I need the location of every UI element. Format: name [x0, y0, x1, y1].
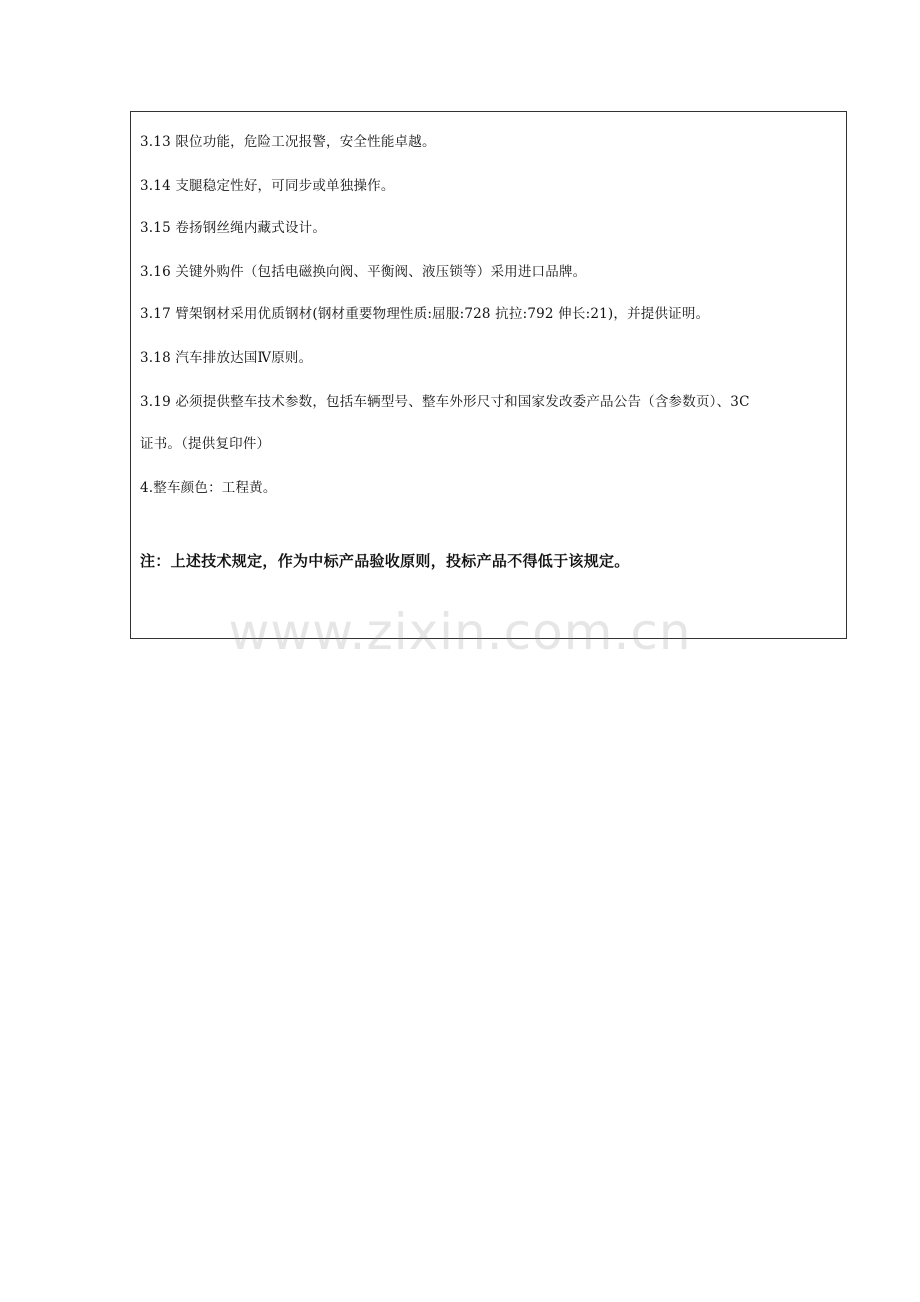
- spec-item-3-16: 3.16 关键外购件（包括电磁换向阀、平衡阀、液压锁等）采用进口品牌。: [140, 264, 587, 280]
- spec-item-3-18: 3.18 汽车排放达国Ⅳ原则。: [140, 350, 313, 366]
- acceptance-note: 注：上述技术规定，作为中标产品验收原则，投标产品不得低于该规定。: [140, 552, 630, 570]
- spec-item-3-15: 3.15 卷扬钢丝绳内藏式设计。: [140, 220, 327, 236]
- spec-item-3-19-continued: 证书。（提供复印件）: [140, 436, 271, 452]
- spec-item-3-17: 3.17 臂架钢材采用优质钢材(钢材重要物理性质:屈服:728 抗拉:792 伸长:21)，并提供证明。: [140, 306, 710, 322]
- spec-item-3-13: 3.13 限位功能，危险工况报警，安全性能卓越。: [140, 134, 436, 150]
- spec-item-3-14: 3.14 支腿稳定性好，可同步或单独操作。: [140, 178, 395, 194]
- spec-item-4-color: 4.整车颜色：工程黄。: [140, 480, 277, 496]
- spec-item-3-19: 3.19 必须提供整车技术参数，包括车辆型号、整车外形尺寸和国家发改委产品公告（含参数页）、3C: [140, 394, 750, 410]
- spec-table-cell: [130, 111, 847, 639]
- site-watermark: www.zixin.com.cn: [228, 603, 692, 661]
